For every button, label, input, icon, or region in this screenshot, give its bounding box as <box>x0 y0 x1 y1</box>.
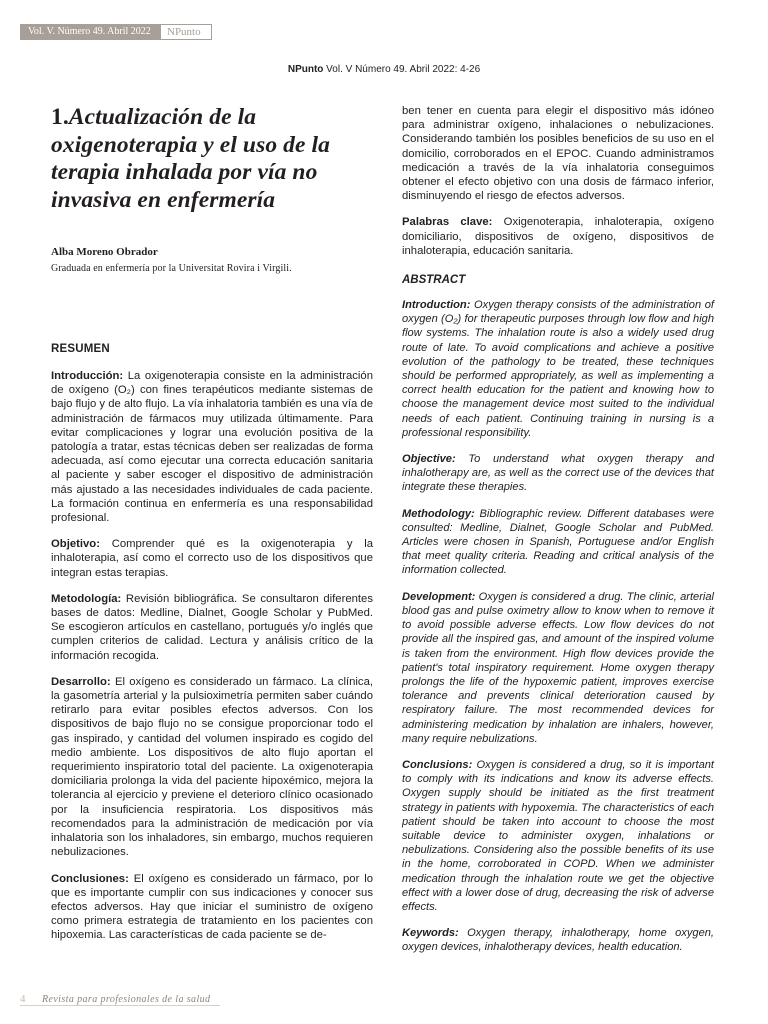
resumen-con-text: El oxígeno es considerado un fármaco, por lo que es importante cumplir con sus indicaciones y conocer sus efectos adversos. Hay que iniciar el suministro de oxígeno como primera estrategia de tratamiento en los pacientes con hipoxemia. Las características de cada paciente se de- <box>51 872 373 942</box>
resumen-intro-text: La oxigenoterapia consiste en la administración de oxígeno (O₂) con fines terapéuticos mediante sistemas de bajo flujo y de alto flujo. La vía inhalatoria también es una vía de administración de fármacos muy utilizada últimamente. Para evitar complicaciones y lograr una evolución positiva de la patología a tratar, estas técnicas deben ser realizadas de forma adecuada, así como ejecutar una correcta educación sanitaria al paciente y saber escoger el dispositivo de administración más ajustado a las necesidades individuales de cada paciente. La formación continua en enfermería es una responsabilidad profesional. <box>51 370 373 525</box>
abstract-obj-label: Objective: <box>402 453 456 466</box>
header-volume: Vol. V. Número 49. Abril 2022 <box>20 24 160 40</box>
abstract-methodology <box>402 507 714 578</box>
page-number: 4 <box>20 993 26 1005</box>
resumen-desarrollo <box>51 675 373 860</box>
citation-text: Vol. V Número 49. Abril 2022: 4-26 <box>323 64 481 75</box>
author-affiliation: Graduada en enfermería por la Universitat Rovira i Virgili. <box>51 263 292 274</box>
abstract-keywords <box>402 926 714 954</box>
abstract-heading: ABSTRACT <box>402 274 466 287</box>
abstract-intro-label: Introduction: <box>402 299 471 312</box>
left-column <box>51 104 373 943</box>
resumen-obj-label: Objetivo: <box>51 538 100 551</box>
palabras-clave-label: Palabras clave: <box>402 216 493 229</box>
resumen-obj-text: Comprender qué es la oxigenoterapia y la inhaloterapia, así como el correcto uso de los dispositivos que integran estas terapias. <box>51 538 373 579</box>
header-brand: NPunto <box>160 24 212 40</box>
resumen-met-label: Metodología: <box>51 592 122 605</box>
abstract-met-label: Methodology: <box>402 507 475 520</box>
author-name: Alba Moreno Obrador <box>51 246 158 258</box>
palabras-clave <box>402 215 714 258</box>
abstract-intro-text: Oxygen therapy consists of the administration of oxygen (O₂) for therapeutic purposes through low flow and high flow systems. The inhalation route is also a widely used drug route of late. To avoid complications and achieve a positive evolution of the pathology to be treated, these techniques should be performed appropriately, as well as implementing a correct health education for the patient and knowing how to choose the management device most suited to the individual needs of each patient. Continuing training in nursing is a professional responsibility. <box>402 299 714 439</box>
page-footer <box>20 993 210 1005</box>
right-column <box>402 104 714 955</box>
resumen-objetivo <box>51 537 373 580</box>
article-number: 1. <box>51 104 69 130</box>
abstract-dev-label: Development: <box>402 590 476 603</box>
resumen-introduccion <box>51 369 373 525</box>
abstract-introduction <box>402 298 714 440</box>
abstract-con-label: Conclusions: <box>402 758 473 771</box>
resumen-conclusiones <box>51 872 373 943</box>
abstract-objective <box>402 452 714 495</box>
footer-divider <box>20 1005 220 1006</box>
resumen-heading: RESUMEN <box>51 343 110 355</box>
abstract-obj-text: To understand what oxygen therapy and inhalotherapy are, as well as the correct use of the devices that integrate these therapies. <box>402 453 714 494</box>
resumen-intro-label: Introducción: <box>51 370 124 382</box>
resumen-con-label: Conclusiones: <box>51 872 129 885</box>
abstract-development <box>402 590 714 746</box>
article-title-text: Actualización de la oxigenoterapia y el uso de la terapia inhalada por vía no invasiva en enfermería <box>51 104 331 213</box>
abstract-con-text: Oxygen is considered a drug, so it is important to comply with its indications and know its adverse effects. Oxygen supply should be initiated as the first treatment strategy in patients with hypoxemia. The characteristics of each patient should be taken into account to choose the most suitable device to administer oxygen, inhalations or nebulizations. Considering also the possible benefits of its use in the home, corroborated in COPD. When we administer medication through the inhalation route we get the objective effect with a lower dose of drug, decreasing the risk of adverse effects. <box>402 758 714 913</box>
resumen-conclusiones-continued: ben tener en cuenta para elegir el dispositivo más idóneo para administrar oxígeno, inhalaciones o nebulizaciones. Considerando también los posibles beneficios de su uso en el domicilio, corroborados en el EPOC. Cuando administramos medicación a través de la vía inhalatoria conseguimos obtener el efecto objetivo con una dosis de fármaco inferior, disminuyendo el riesgo de efectos adversos. <box>402 105 714 203</box>
citation-line <box>0 64 768 75</box>
journal-name: Revista para profesionales de la salud <box>42 994 211 1005</box>
abstract-dev-text: Oxygen is considered a drug. The clinic, arterial blood gas and pulse oximetry allow to know when to remove it to avoid possible adverse effects. Low flow devices do not provide all the inspired gas, and amount of the inspired volume is taken from the environment. High flow devices provide the patient's total inspiratory requirement. Home oxygen therapy prolongs the life of the hypoxemic patient, improves exercise tolerance and prevents clinical deterioration caused by respiratory failure. The most recommended devices for administering medication by inhalation are inhalers, however, many require nebulizations. <box>402 590 714 745</box>
resumen-des-label: Desarrollo: <box>51 675 111 688</box>
abstract-kw-text: Oxygen therapy, inhalotherapy, home oxygen, oxygen devices, inhalotherapy devices, health education. <box>402 927 714 954</box>
resumen-metodologia <box>51 592 373 663</box>
abstract-kw-label: Keywords: <box>402 927 459 940</box>
palabras-clave-text: Oxigenoterapia, inhaloterapia, oxígeno domiciliario, dispositivos de oxígeno, dispositivos de inhaloterapia, educación sanitaria. <box>402 216 714 257</box>
citation-brand: NPunto <box>287 64 324 75</box>
article-title <box>51 104 373 214</box>
running-header <box>20 24 212 40</box>
abstract-conclusions <box>402 758 714 914</box>
resumen-des-text: El oxígeno es considerado un fármaco. La clínica, la gasometría arterial y la pulsioximetría permiten saber cuándo retirarlo para evitar posibles efectos adversos. Con los dispositivos de bajo flujo no se consigue proporcionar todo el gas inspirado, y cantidad del volumen inspirado es cogido del medio ambiente. Los dispositivos de alto flujo aportan el requerimiento inspiratorio total del paciente. La oxigenoterapia domiciliaria prolonga la vida del paciente hipoxémico, mejora la tolerancia al ejercicio y previene el deterioro clínico ocasionado por la insuficiencia respiratoria. Los dispositivos más recomendados para la administración de medicación por vía inhalatoria son los inhaladores, sin embargo, muchos requieren nebulizaciones. <box>51 675 373 859</box>
abstract-met-text: Bibliographic review. Different databases were consulted: Medline, Dialnet, Google Scholar and PubMed. Articles were chosen in Spanish, Portuguese and/or English that meet quality criteria. Reading and critical analysis of the information collected. <box>402 507 714 577</box>
resumen-met-text: Revisión bibliográfica. Se consultaron diferentes bases de datos: Medline, Dialnet, Google Scholar y PubMed. Se escogieron artículos en castellano, portugués y/o inglés que cumplen criterios de calidad. Lectura y análisis crítico de la información recogida. <box>51 592 373 662</box>
